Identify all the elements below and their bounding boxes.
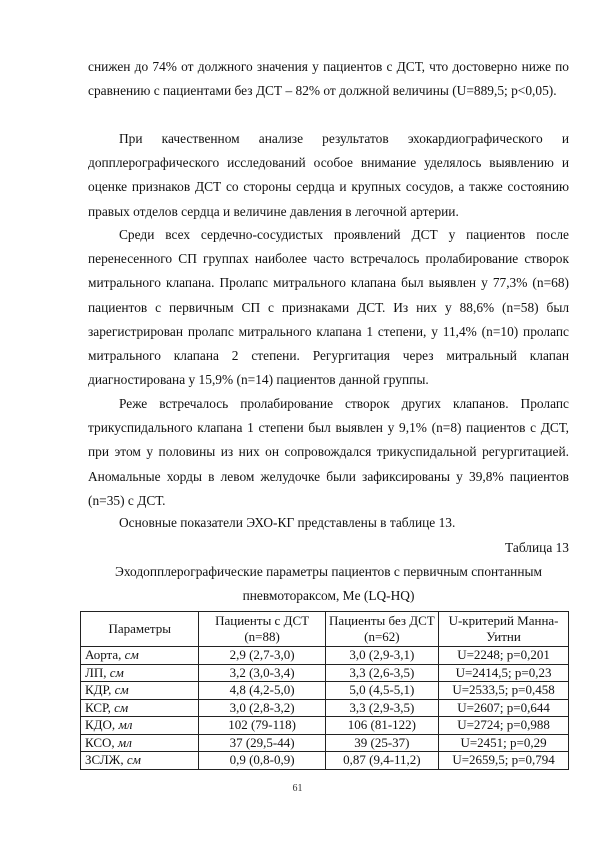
- cell-mann-whitney: U=2607; p=0,644: [439, 699, 569, 717]
- paragraph-2: При качественном анализе результатов эхокардиографического и допплерографического исследований особое внимание уделялось выявлению и оценке признаков ДСТ со стороны сердца и крупных сосудов, а также состоянию правых отделов сердца и величине давления в легочной артерии.: [88, 131, 569, 219]
- cell-parameter: [81, 664, 199, 682]
- cell-without-dst: 3,3 (2,9-3,5): [325, 699, 438, 717]
- cell-parameter: [81, 752, 199, 770]
- cell-parameter: [81, 682, 199, 700]
- header-parameters: Параметры: [81, 612, 199, 647]
- parameter-name: КДО,: [85, 717, 119, 732]
- table-row: [81, 682, 569, 700]
- parameter-unit: мл: [118, 717, 133, 732]
- cell-without-dst: 5,0 (4,5-5,1): [325, 682, 438, 700]
- table-row: [81, 664, 569, 682]
- table-row: [81, 699, 569, 717]
- parameter-unit: см: [124, 647, 139, 662]
- cell-mann-whitney: U=2248; p=0,201: [439, 647, 569, 665]
- cell-without-dst: 39 (25-37): [325, 734, 438, 752]
- cell-mann-whitney: U=2533,5; p=0,458: [439, 682, 569, 700]
- header-with-dst: Пациенты с ДСТ (n=88): [199, 612, 325, 647]
- parameter-unit: см: [114, 699, 129, 715]
- cell-without-dst: 3,0 (2,9-3,1): [325, 647, 438, 665]
- paragraph-5: Основные показатели ЭХО-КГ представлены в таблице 13.: [119, 515, 456, 530]
- cell-with-dst: 2,9 (2,7-3,0): [199, 647, 325, 665]
- cell-with-dst: 4,8 (4,2-5,0): [199, 682, 325, 700]
- cell-without-dst: 3,3 (2,6-3,5): [325, 664, 438, 682]
- echo-parameters-table: [80, 611, 569, 770]
- parameter-name: ЗСЛЖ,: [85, 752, 127, 767]
- header-mann-whitney: U-критерий Манна-Уитни: [439, 612, 569, 647]
- cell-mann-whitney: U=2724; p=0,988: [439, 717, 569, 735]
- table-title: Эходопплерографические параметры пациентов с первичным спонтанным пневмотораксом, Me (LQ-HQ): [115, 564, 542, 603]
- cell-with-dst: 0,9 (0,8-0,9): [199, 752, 325, 770]
- parameter-name: КСР,: [85, 699, 115, 715]
- parameter-unit: мл: [117, 734, 132, 750]
- parameter-name: КДР,: [85, 682, 115, 697]
- cell-parameter: [81, 734, 199, 752]
- parameter-name: ЛП,: [85, 664, 110, 680]
- paragraph-3: Среди всех сердечно-сосудистых проявлений ДСТ у пациентов после перенесенного СП группах наиболее часто встречалось пролабирование створок митрального клапана. Пролапс митрального клапана был выявлен у 77,3% (n=68) пациентов с первичным СП с признаками ДСТ. Из них у 88,6% (n=58) был зарегистрирован пролапс митрального клапана 1 степени, у 11,4% (n=10) пролапс митрального клапана 2 степени. Регургитация через митральный клапан диагностирована у 15,9% (n=14) пациентов данной группы.: [88, 227, 569, 388]
- table-row: [81, 734, 569, 752]
- cell-with-dst: 3,0 (2,8-3,2): [199, 699, 325, 717]
- cell-with-dst: 37 (29,5-44): [199, 734, 325, 752]
- cell-without-dst: 106 (81-122): [325, 717, 438, 735]
- cell-with-dst: 102 (79-118): [199, 717, 325, 735]
- header-without-dst: Пациенты без ДСТ (n=62): [325, 612, 438, 647]
- parameter-unit: см: [114, 682, 129, 697]
- cell-parameter: [81, 699, 199, 717]
- cell-parameter: [81, 717, 199, 735]
- cell-mann-whitney: U=2451; p=0,29: [439, 734, 569, 752]
- cell-mann-whitney: U=2414,5; p=0,23: [439, 664, 569, 682]
- parameter-unit: см: [126, 752, 141, 767]
- cell-without-dst: 0,87 (9,4-11,2): [325, 752, 438, 770]
- parameter-name: КСО,: [85, 734, 118, 750]
- table-number: Таблица 13: [505, 540, 569, 555]
- cell-mann-whitney: U=2659,5; p=0,794: [439, 752, 569, 770]
- cell-with-dst: 3,2 (3,0-3,4): [199, 664, 325, 682]
- paragraph-1: снижен до 74% от должного значения у пациентов с ДСТ, что достоверно ниже по сравнению с пациентами без ДСТ – 82% от должной величины (U=889,5; p<0,05).: [88, 59, 569, 99]
- paragraph-4: Реже встречалось пролабирование створок других клапанов. Пролапс трикуспидального клапана 1 степени был выявлен у 9,1% (n=8) пациентов с ДСТ, при этом у половины из них он сопровождался трикуспидальной регургитацией. Аномальные хорды в левом желудочке были зафиксированы у 39,8% пациентов (n=35) с ДСТ.: [88, 396, 569, 508]
- parameter-name: Аорта,: [85, 647, 125, 662]
- page-number: 61: [292, 783, 303, 794]
- table-header-row: [81, 612, 569, 647]
- table-row: [81, 647, 569, 665]
- cell-parameter: [81, 647, 199, 665]
- table-row: [81, 717, 569, 735]
- parameter-unit: см: [109, 664, 124, 680]
- table-row: [81, 752, 569, 770]
